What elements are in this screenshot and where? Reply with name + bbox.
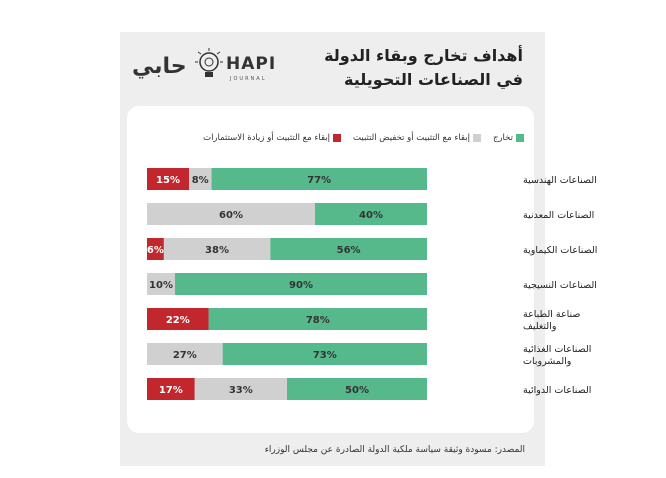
bar-value-label: 15% xyxy=(156,175,180,186)
chart-panel xyxy=(127,106,598,433)
brand-name-latin: HAPI xyxy=(226,54,277,74)
lamp-emblem-icon xyxy=(194,46,224,86)
category-label: الصناعات الغذائية xyxy=(523,344,592,355)
category-label: الصناعات المعدنية xyxy=(523,210,595,221)
chart-title-line-2: في الصناعات التحويلية xyxy=(344,70,523,89)
category-label: الصناعات الكيماوية xyxy=(523,245,598,256)
category-label: الصناعات الهندسية xyxy=(523,175,597,186)
bar-value-label: 27% xyxy=(172,350,197,361)
bar-value-label: 10% xyxy=(149,280,173,291)
category-label: الصناعات النسيجية xyxy=(523,280,597,291)
bar-value-label: 6% xyxy=(146,245,164,256)
bar-value-label: 8% xyxy=(191,175,209,186)
bar-value-label: 33% xyxy=(228,385,253,396)
category-label: والتغليف xyxy=(523,321,557,332)
bar-value-label: 90% xyxy=(289,280,313,291)
brand-subtitle: JOURNAL xyxy=(230,76,267,82)
bar-value-label: 77% xyxy=(307,175,332,186)
legend-label-exit: تخارج xyxy=(492,133,513,143)
bar-value-label: 73% xyxy=(312,350,337,361)
bar-value-label: 40% xyxy=(359,210,383,221)
legend-label-keep-reduce: إبقاء مع التثبيت أو تخفيض التثبيت xyxy=(353,133,470,143)
bar-value-label: 38% xyxy=(205,245,229,256)
brand-logo xyxy=(130,40,280,100)
bar-value-label: 60% xyxy=(219,210,243,221)
bar-value-label: 50% xyxy=(345,385,369,396)
category-label: الصناعات الدوائية xyxy=(523,385,592,396)
stacked-bar-chart xyxy=(127,106,598,433)
bar-value-label: 17% xyxy=(158,385,183,396)
infographic-card xyxy=(120,32,598,466)
bar-value-label: 56% xyxy=(336,245,361,256)
category-label: صناعة الطباعة xyxy=(523,309,581,320)
source-note: المصدر: مسودة وثيقة سياسة ملكية الدولة الصادرة عن مجلس الوزراء xyxy=(264,445,525,455)
bar-value-label: 78% xyxy=(305,315,330,326)
bar-value-label: 22% xyxy=(165,315,190,326)
category-label: والمشروبات xyxy=(523,356,572,367)
brand-name-arabic: حابي xyxy=(132,54,187,79)
legend-label-keep-increase: إبقاء مع التثبيت أو زيادة الاستثمارات xyxy=(203,133,331,143)
chart-title-line-1: أهداف تخارج وبقاء الدولة xyxy=(324,46,523,65)
